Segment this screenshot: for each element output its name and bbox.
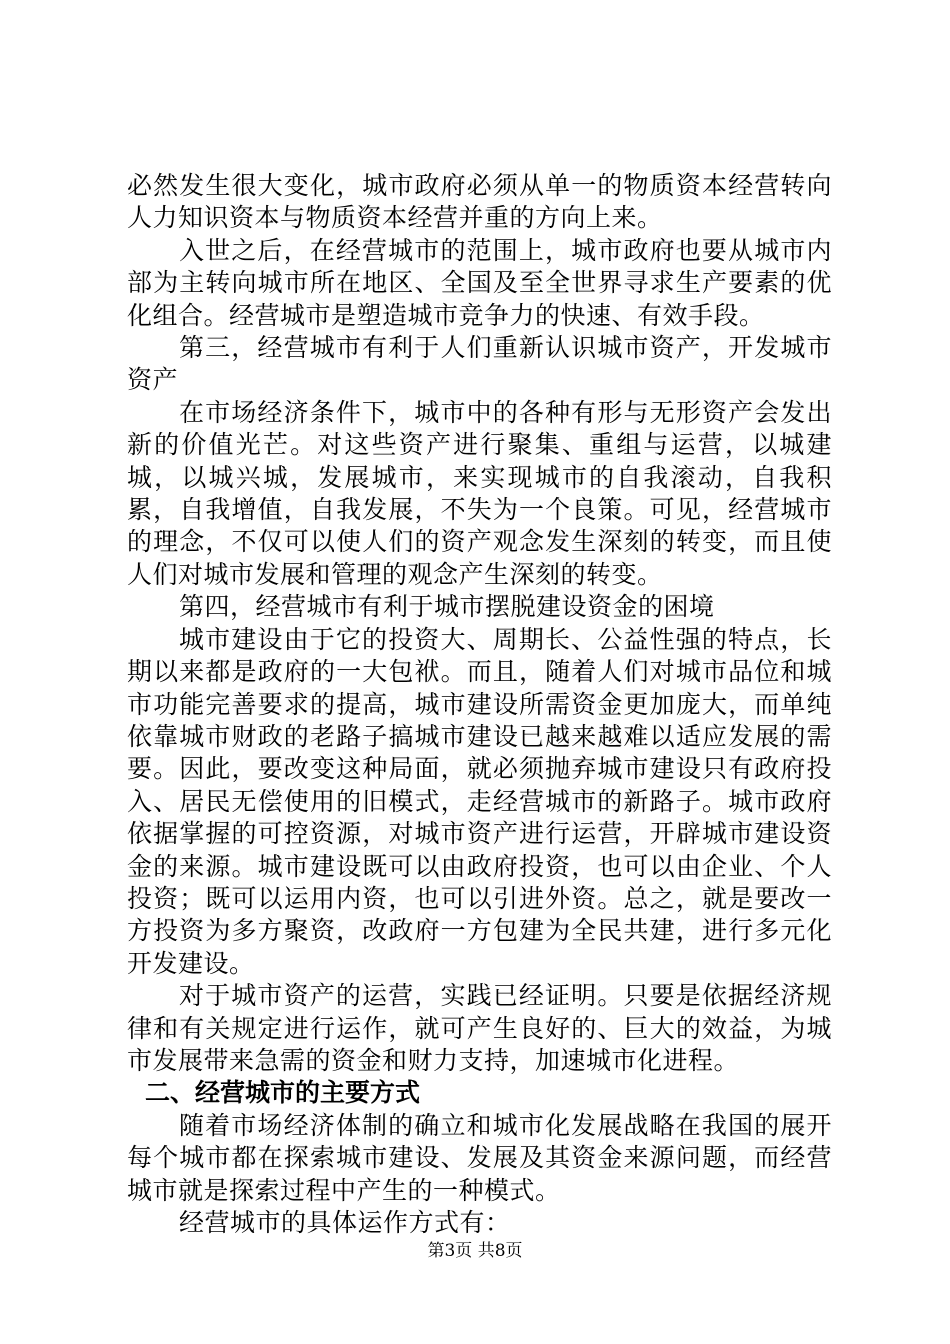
page-footer [0,1239,950,1263]
paragraph-1: 必然发生很大变化，城市政府必须从单一的物质资本经营转向人力知识资本与物质资本经营并重的方向上来。 [127,171,832,233]
paragraph-9: 经营城市的具体运作方式有： [179,1208,511,1237]
paragraph-4: 在市场经济条件下，城市中的各种有形与无形资产会发出新的价值光芒。对这些资产进行聚集、重组与运营，以城建城，以城兴城，发展城市，来实现城市的自我滚动，自我积累，自我增值，自我发展，不失为一个良策。可见，经营城市的理念，不仅可以使人们的资产观念发生深刻的转变，而且使人们对城市发展和管理的观念产生深刻的转变。 [127,397,832,589]
paragraph-3-subheading: 第三，经营城市有利于人们重新认识城市资产，开发城市资产 [127,333,832,395]
section-heading: 二、经营城市的主要方式 [145,1078,421,1108]
paragraph-5-subheading: 第四，经营城市有利于城市摆脱建设资金的困境 [179,592,715,622]
paragraph-6: 城市建设由于它的投资大、周期长、公益性强的特点，长期以来都是政府的一大包袱。而且，随着人们对城市品位和城市功能完善要求的提高，城市建设所需资金更加庞大，而单纯依靠城市财政的老路子搞城市建设已越来越难以适应发展的需要。因此，要改变这种局面，就必须抛弃城市建设只有政府投入、居民无偿使用的旧模式，走经营城市的新路子。城市政府依据掌握的可控资源，对城市资产进行运营，开辟城市建设资金的来源。城市建设既可以由政府投资，也可以由企业、个人投资；既可以运用内资，也可以引进外资。总之，就是要改一方投资为多方聚资，改政府一方包建为全民共建，进行多元化开发建设。 [127,624,832,978]
paragraph-8: 随着市场经济体制的确立和城市化发展战略在我国的展开每个城市都在探索城市建设、发展及其资金来源问题，而经营城市就是探索过程中产生的一种模式。 [127,1110,832,1205]
page-number-label: 第3页 共8页 [427,1241,523,1261]
paragraph-2: 入世之后，在经营城市的范围上，城市政府也要从城市内部为主转向城市所在地区、全国及至全世界寻求生产要素的优化组合。经营城市是塑造城市竞争力的快速、有效手段。 [127,235,832,330]
document-body [127,170,832,1239]
paragraph-7: 对于城市资产的运营，实践已经证明。只要是依据经济规律和有关规定进行运作，就可产生良好的、巨大的效益，为城市发展带来急需的资金和财力支持，加速城市化进程。 [127,981,832,1075]
